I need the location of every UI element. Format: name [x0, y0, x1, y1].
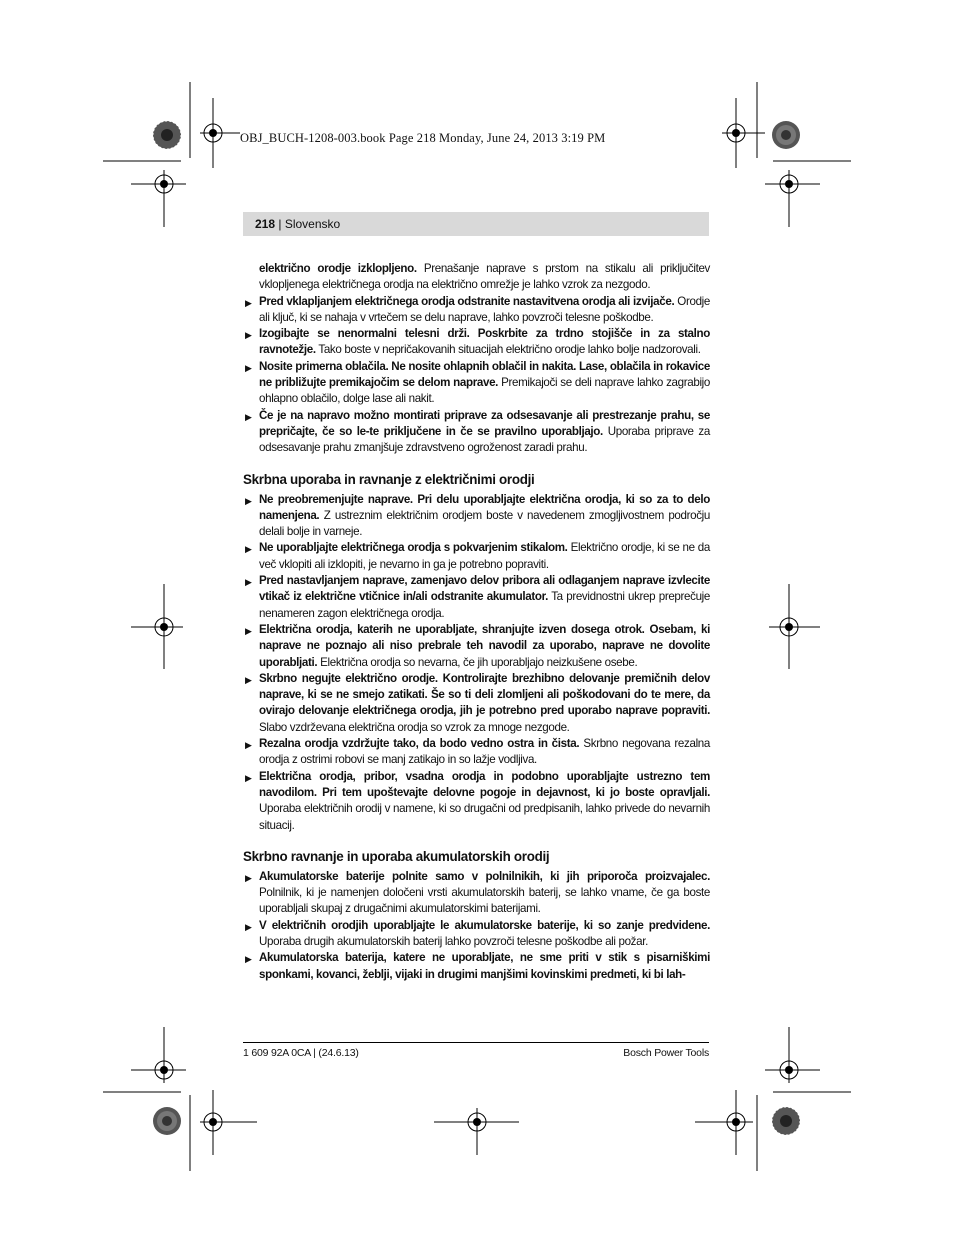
bullet-text: Orodje ali ključ, ki se nahaja v vrtečem se delu naprave, lahko povzroči telesne poškodbe.	[259, 294, 711, 324]
intro-bold: električno orodje izklopljeno.	[259, 262, 417, 275]
bullet-bold: Pred nastavljanjem naprave, zamenjavo delov pribora ali odlaganjem naprave izvlecite vtikač iz električne vtičnice in/ali odstranite akumulator.	[259, 574, 710, 604]
bullet-bold: Nosite primerna oblačila. Ne nosite ohlapnih oblačil in nakita. Lase, oblačila in rokavice ne približujte premikajočim se delom naprave.	[259, 359, 710, 390]
star-target-icon	[153, 121, 181, 149]
bullet-arrow-icon: ▶	[245, 577, 252, 588]
bullet-arrow-icon: ▶	[245, 625, 252, 636]
footer-brand: Bosch Power Tools	[623, 1047, 709, 1059]
crosshair-icon	[769, 584, 820, 669]
crosshair-icon	[131, 584, 183, 669]
bullet-arrow-icon: ▶	[245, 872, 252, 883]
footer-doc-id: 1 609 92A 0CA | (24.6.13)	[243, 1047, 359, 1059]
bullet-item	[243, 622, 710, 671]
bullet-arrow-icon: ▶	[245, 495, 252, 506]
bullet-text: Električna orodja so nevarna, če jih uporabljajo neizkušene osebe.	[317, 655, 638, 669]
bullet-arrow-icon: ▶	[245, 921, 252, 932]
bullet-item	[243, 869, 710, 918]
crosshair-icon	[131, 1027, 186, 1083]
bullet-item	[243, 769, 710, 834]
safety-list	[243, 869, 710, 983]
bullet-bold: Električna orodja, pribor, vsadna orodja in podobno uporabljajte ustrezno tem navodilom. Pri tem upoštevajte delovne pogoje in dejavnost, ki jo boste opravljali.	[259, 769, 710, 799]
bullet-bold: Akumulatorska baterija, katere ne uporabljate, ne sme priti v stik s pisarniškimi sponkami, kovanci, žeblji, vijaki in drugimi manjšimi kovinskimi predmeti, ki bi lah-	[259, 951, 710, 981]
bullet-item	[243, 671, 710, 736]
bullet-bold: Ne uporabljajte električnega orodja s pokvarjenim stikalom.	[259, 541, 568, 555]
bullet-item	[243, 408, 710, 457]
bullet-item	[243, 492, 710, 541]
bullet-text: Tako boste v nepričakovanih situacijah električno orodje lahko bolje nadzorovali.	[315, 343, 701, 357]
bullet-bold: Izogibajte se nenormalni telesni drži. Poskrbite za trdno stojišče in za stalno ravnotežje.	[259, 327, 710, 357]
star-target-icon	[772, 1107, 800, 1135]
bullet-arrow-icon: ▶	[245, 330, 252, 341]
page-body	[243, 261, 710, 983]
bullet-item	[243, 736, 710, 769]
crosshair-icon	[722, 98, 765, 168]
bullet-item	[243, 326, 710, 359]
bullet-text: Uporaba električnih orodij v namene, ki so drugačni od predpisanih, lahko privede do nevarnih situacij.	[259, 802, 710, 832]
crosshair-icon	[131, 170, 186, 227]
running-header	[243, 212, 709, 236]
safety-list	[243, 294, 710, 457]
bullet-item	[243, 294, 710, 327]
star-target-icon	[772, 121, 800, 149]
bullet-arrow-icon: ▶	[245, 362, 252, 373]
crosshair-icon	[695, 1090, 753, 1155]
bullet-text: Električno orodje, ki se ne da več vklopiti ali izklopiti, je nevarno in ga je potrebno popraviti.	[259, 541, 710, 571]
bullet-text: Slabo vzdrževana električna orodja so vzrok za mnoge nezgode.	[259, 720, 570, 734]
bullet-bold: Če je na napravo možno montirati priprave za odsesavanje ali prestrezanje prahu, se prepričajte, če so le-te priključene in če se pravilno uporabljajo.	[259, 408, 710, 438]
header-separator: |	[275, 217, 285, 231]
print-header: OBJ_BUCH-1208-003.book Page 218 Monday, June 24, 2013 3:19 PM	[240, 131, 606, 145]
intro-paragraph	[243, 261, 710, 294]
crosshair-icon	[200, 1090, 257, 1155]
bullet-arrow-icon: ▶	[245, 297, 252, 308]
bullet-arrow-icon: ▶	[245, 411, 252, 422]
crosshair-icon	[765, 1027, 820, 1083]
bullet-bold: V električnih orodjih uporabljajte le akumulatorske baterije, ki so zanje predvidene.	[259, 918, 710, 932]
bullet-item	[243, 918, 710, 951]
footer-rule	[243, 1042, 709, 1043]
bullet-bold: Skrbno negujte električno orodje. Kontrolirajte brezhibno delovanje premičnih delov naprave, ki se ne smejo zatikati. Še so ti deli zlomljeni ali poškodovani do te mere, da ovirajo delovanje električnega orodja, jih je potrebno pred uporabo naprave popraviti.	[259, 671, 710, 718]
bullet-text: Ta previdnostni ukrep preprečuje nenameren zagon električnega orodja.	[259, 590, 710, 620]
bullet-arrow-icon: ▶	[245, 674, 252, 685]
bullet-text: Z ustreznim električnim orodjem boste v navedenem zmogljivostnem področju delali bolje in varneje.	[259, 508, 710, 539]
intro-text: Prenašanje naprave s prstom na stikalu ali priključitev vklopljenega električnega orodja na električno omrežje je lahko vzrok za nezgodo.	[259, 262, 710, 292]
bullet-bold: Električna orodja, katerih ne uporabljate, shranjujte izven dosega otrok. Osebam, ki naprave ne poznajo ali niso prebrale teh navodil za uporabo, naprave ne dovolite uporabljati.	[259, 622, 710, 669]
bullet-item	[243, 950, 710, 983]
header-language: Slovensko	[284, 217, 341, 231]
crosshair-icon	[200, 98, 240, 168]
bullet-item	[243, 540, 710, 573]
star-target-icon	[153, 1107, 181, 1135]
page-number: 218	[255, 217, 276, 231]
bullet-text: Uporaba priprave za odsesavanje prahu zmanjšuje zdravstveno ogroženost zaradi prahu.	[259, 424, 710, 455]
bullet-arrow-icon: ▶	[245, 544, 252, 555]
crosshair-icon	[434, 1108, 519, 1155]
bullet-arrow-icon: ▶	[245, 772, 252, 783]
section-heading: Skrbno ravnanje in uporaba akumulatorskih orodij	[243, 848, 550, 864]
bullet-bold: Pred vklapljanjem električnega orodja odstranite nastavitvena orodja ali izvijače.	[259, 294, 675, 308]
bullet-bold: Rezalna orodja vzdržujte tako, da bodo vedno ostra in čista.	[259, 737, 580, 751]
bullet-arrow-icon: ▶	[245, 740, 252, 751]
bullet-arrow-icon: ▶	[245, 954, 252, 965]
bullet-item	[243, 573, 710, 622]
crosshair-icon	[765, 170, 820, 227]
safety-list	[243, 492, 710, 834]
bullet-text: Skrbno negovana rezalna orodja z ostrimi robovi se manj zatikajo in so lažje vodljiva.	[259, 737, 710, 767]
section-heading: Skrbna uporaba in ravnanje z električnimi orodji	[243, 471, 535, 487]
bullet-bold: Ne preobremenjujte naprave. Pri delu uporabljajte električna orodja, ki so za to delo namenjena.	[259, 492, 710, 522]
bullet-text: Polnilnik, ki je namenjen določeni vrsti akumulatorskih baterij, se lahko vname, če ga boste uporabljali skupaj z drugačnimi akumulatorskimi baterijami.	[259, 886, 710, 916]
bullet-item	[243, 359, 710, 408]
bullet-text: Premikajoči se deli naprave lahko zagrabijo ohlapno oblačilo, dolge lase ali nakit.	[259, 376, 710, 406]
bullet-text: Uporaba drugih akumulatorskih baterij lahko povzroči telesne poškodbe ali požar.	[259, 934, 648, 948]
bullet-bold: Akumulatorske baterije polnite samo v polnilnikih, ki jih priporoča proizvajalec.	[259, 869, 710, 883]
